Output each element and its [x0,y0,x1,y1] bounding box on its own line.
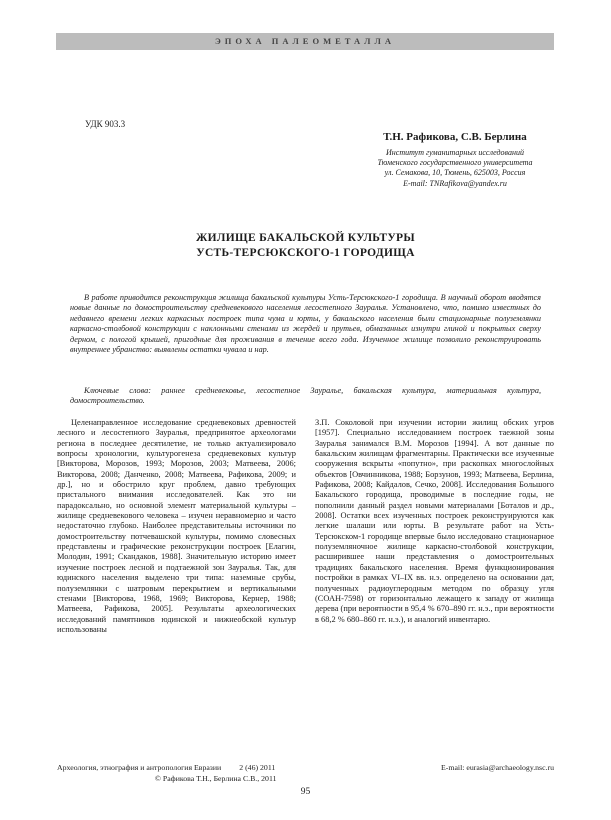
body-text-left: Целенаправленное исследование средневековых древностей лесного и лесостепного Зауралья, предпринятое археологами региона в последнее десятилетие, не только актуализировало вопросы хронологии, культурогенеза средневековых культур [Викторова, Морозов, 1993; Морозов, 2003; Матвеева, 2006; Викторова, 2008; Данченко, 2008; Матвеева, Рафикова, 2009; и др.], но и обострило круг проблем, давно требующих пристального внимания исследователей. Как это ни парадоксально, но основной элемент материальной культуры – жилище средневекового человека – изучен неравномерно и часто недостаточно глубоко. Наиболее представительны источники по домостроительству потчевашской культуры, помимо словесных представлены и графические реконструкции построек [Елагин, Молодин, 1991; Скандаков, 1988]. Значительную историю имеет изучение построек лесной и подтаежной зон Зауралья. Так, для юдинского населения выделено три типа: наземные срубы, полуземлянки с шатровым перекрытием и вертикальными стенами [Викторова, 1968, 1969; Викторова, Кернер, 1988; Матвеева, Рафикова, 2005]. Результаты археологических исследований памятников юдинской и нижнеобской культур использованы [57,418,296,634]
article-title-line-1: ЖИЛИЩЕ БАКАЛЬСКОЙ КУЛЬТУРЫ [196,232,415,244]
authors-line: Т.Н. Рафикова, С.В. Берлина [383,131,527,143]
section-banner-text: ЭПОХА ПАЛЕОМЕТАЛЛА [215,36,395,46]
body-column-right [315,418,554,635]
keywords-paragraph: Ключевые слова: раннее средневековье, лесостепное Зауралье, бакальская культура, материальная культура, домостроительство. [70,386,541,406]
page-footer [57,763,554,783]
issue-info: 2 (46) 2011 [239,763,276,772]
page-number: 95 [300,787,311,797]
author-block [345,131,565,189]
section-banner [56,33,554,50]
abstract-paragraph: В работе приводится реконструкция жилища бакальской культуры Усть-Терсюкского-1 городища. В научный оборот вводятся новые данные по домостроительству средневекового населения лесостепного Зауралья. Установлено, что, помимо известных до недавнего времени легких каркасных построек типа чума и юрты, у бакальского населения были стационарные полуземлянки каркасно-столбовой конструкции с наклонными стенами из жердей и прутьев, обмазанных изнутри глиной и покрытых сверху дерном, с пологой крышей, пригодные для проживания в течение всего года. Изученное жилище позволило реконструировать внутреннее убранство: выявлены остатки чувала и нар. [70,293,541,355]
affiliation-line: Тюменского государственного университета [377,158,533,168]
body-column-left [57,418,296,635]
body-text-right: З.П. Соколовой при изучении истории жилищ обских угров [1957]. Специально исследованием построек таежной зоны Зауралья занимался В.М. Морозов [1994]. А вот данные по бакальским жилищам фрагментарны. Практически все изученные сооружения вскрыты «попутно», при раскопках многослойных объектов [Овчинникова, 1988; Борзунов, 1993; Матвеева, Берлина, Рафикова, 2008; Кайдалов, Сечко, 2008]. Исследования Большого Бакальского городища, проводимые в последние годы, не пополнили данный раздел новыми материалами [Боталов и др., 2008]. Остатки всех изученных построек реконструируются как легкие шалаши или юрты. В результате работ на Усть-Терсюкском-1 городище впервые было исследовано стационарное полуземляночное жилище каркасно-столбовой конструкции, расширившее наши представления о домостроительных традициях бакальского населения. Время функционирования постройки в рамках VI–IX вв. н.э. определено на основании дат, полученных радиоуглеродным методом по образцу угля (СОАН-7598) от горизонтально лежащего к западу от жилища дерева (при вероятности в 95,4 % 670–890 гг. н.э., при вероятности в 68,2 % 680–860 гг. н.э.), и аналогий инвентарю. [315,418,554,624]
journal-title: Археология, этнография и антропология Евразии [57,763,222,772]
footer-journal-issue [57,763,275,772]
footer-email: E-mail: eurasia@archaeology.nsc.ru [441,763,554,772]
article-body [57,418,554,635]
udk-code: УДК 903.3 [85,119,126,129]
article-title-line-2: УСТЬ-ТЕРСЮКСКОГО-1 ГОРОДИЩА [196,246,415,259]
article-title [0,231,611,260]
affiliation-line: ул. Семакова, 10, Тюмень, 625003, Россия [384,168,526,178]
footer-journal-line [57,763,554,772]
copyright-line: © Рафикова Т.Н., Берлина С.В., 2011 [155,774,277,783]
affiliation-line: Институт гуманитарных исследований [386,148,524,157]
affiliation-email: E-mail: TNRafikova@yandex.ru [403,178,507,188]
